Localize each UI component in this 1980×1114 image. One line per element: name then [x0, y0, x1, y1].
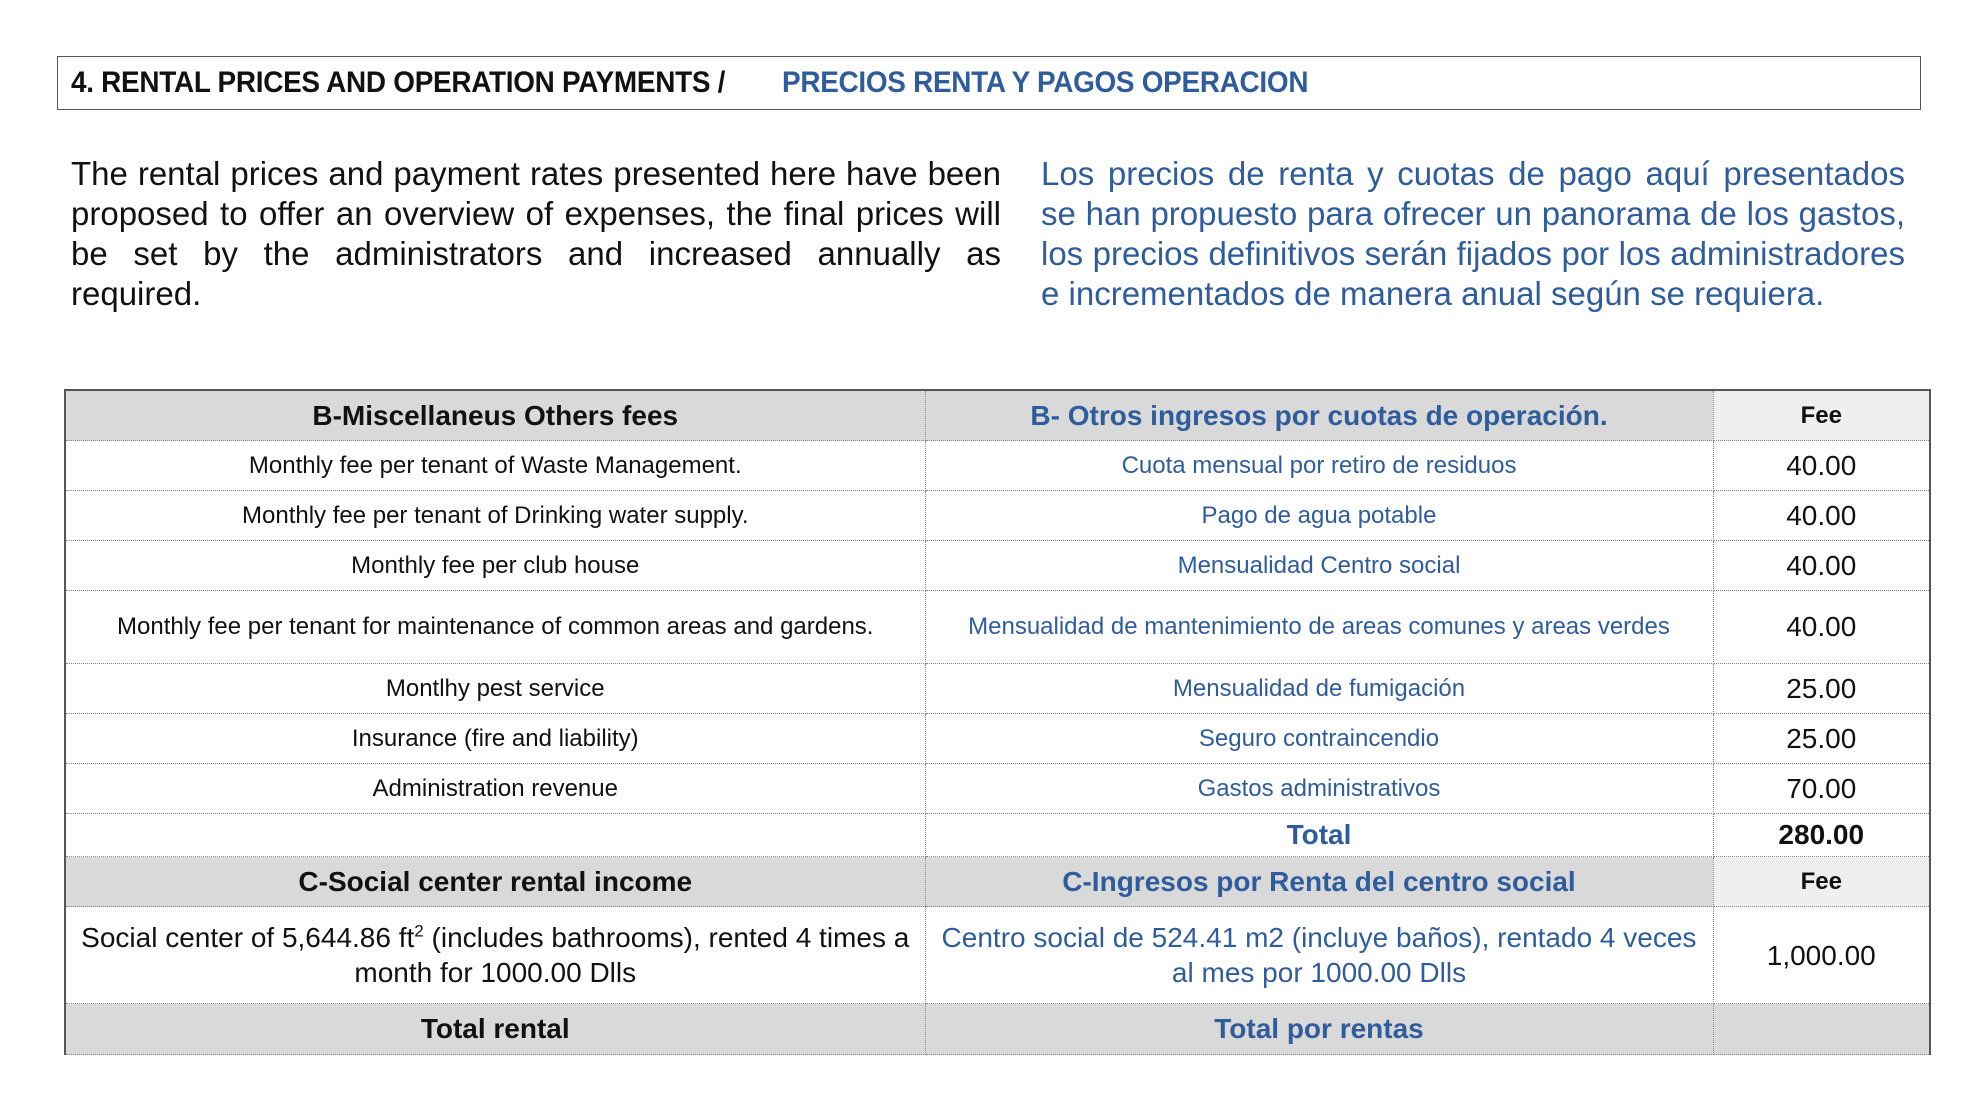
row-label-en: Montlhy pest service — [65, 664, 925, 714]
row-label-en: Administration revenue — [65, 764, 925, 814]
table-row — [65, 714, 1930, 764]
table-b-header — [65, 390, 1930, 441]
total-rental-es: Total por rentas — [925, 1004, 1713, 1055]
row-fee: 40.00 — [1713, 441, 1930, 491]
header-en: C-Social center rental income — [65, 857, 925, 907]
row-fee: 70.00 — [1713, 764, 1930, 814]
section-title-en: 4. RENTAL PRICES AND OPERATION PAYMENTS / — [71, 66, 726, 99]
row-label-es: Mensualidad de fumigación — [925, 664, 1713, 714]
row-label-es: Seguro contraincendio — [925, 714, 1713, 764]
header-es: B- Otros ingresos por cuotas de operación. — [925, 390, 1713, 441]
superscript-2: 2 — [414, 921, 424, 941]
row-fee: 40.00 — [1713, 491, 1930, 541]
row-label-es: Mensualidad Centro social — [925, 541, 1713, 591]
header-fee: Fee — [1713, 857, 1930, 907]
row-label-en: Monthly fee per club house — [65, 541, 925, 591]
row-fee: 40.00 — [1713, 541, 1930, 591]
row-label-es: Cuota mensual por retiro de residuos — [925, 441, 1713, 491]
social-center-row — [65, 907, 1930, 1004]
total-label: Total — [925, 814, 1713, 857]
social-center-label-es: Centro social de 524.41 m2 (incluye baños), rentado 4 veces al mes por 1000.00 Dlls — [925, 907, 1713, 1004]
total-rental-fee — [1713, 1004, 1930, 1055]
row-fee: 25.00 — [1713, 664, 1930, 714]
table-row — [65, 664, 1930, 714]
section-title-es: PRECIOS RENTA Y PAGOS OPERACION — [782, 66, 1309, 99]
row-label-en: Insurance (fire and liability) — [65, 714, 925, 764]
social-center-label-en — [65, 907, 925, 1004]
section-header — [57, 56, 1921, 110]
social-center-text-a: Social center of 5,644.86 ft — [81, 922, 415, 953]
row-label-en: Monthly fee per tenant of Drinking water supply. — [65, 491, 925, 541]
social-center-fee: 1,000.00 — [1713, 907, 1930, 1004]
header-fee: Fee — [1713, 390, 1930, 441]
header-es: C-Ingresos por Renta del centro social — [925, 857, 1713, 907]
total-rental-row — [65, 1004, 1930, 1055]
table-row — [65, 764, 1930, 814]
intro-paragraph-es: Los precios de renta y cuotas de pago aquí presentados se han propuesto para ofrecer un panorama de los gastos, los precios definitivos serán fijados por los administradores e incrementados de manera anual según se requiera. — [1041, 155, 1905, 312]
social-center-text-b: (includes bathrooms), rented 4 times a month for 1000.00 Dlls — [354, 922, 910, 988]
table-row — [65, 591, 1930, 664]
row-label-es: Gastos administrativos — [925, 764, 1713, 814]
row-label-es: Mensualidad de mantenimiento de areas comunes y areas verdes — [925, 591, 1713, 664]
table-row — [65, 441, 1930, 491]
header-en: B-Miscellaneus Others fees — [65, 390, 925, 441]
row-label-en: Monthly fee per tenant for maintenance of common areas and gardens. — [65, 591, 925, 664]
intro-paragraph-en: The rental prices and payment rates presented here have been proposed to offer an overview of expenses, the final prices will be set by the administrators and increased annually as required. — [71, 155, 1001, 312]
total-value: 280.00 — [1713, 814, 1930, 857]
table-c-header — [65, 857, 1930, 907]
row-fee: 40.00 — [1713, 591, 1930, 664]
fees-table — [64, 389, 1931, 1055]
total-rental-en: Total rental — [65, 1004, 925, 1055]
total-row — [65, 814, 1930, 857]
total-blank-cell — [65, 814, 925, 857]
table-row — [65, 541, 1930, 591]
row-label-en: Monthly fee per tenant of Waste Management. — [65, 441, 925, 491]
row-fee: 25.00 — [1713, 714, 1930, 764]
row-label-es: Pago de agua potable — [925, 491, 1713, 541]
table-row — [65, 491, 1930, 541]
